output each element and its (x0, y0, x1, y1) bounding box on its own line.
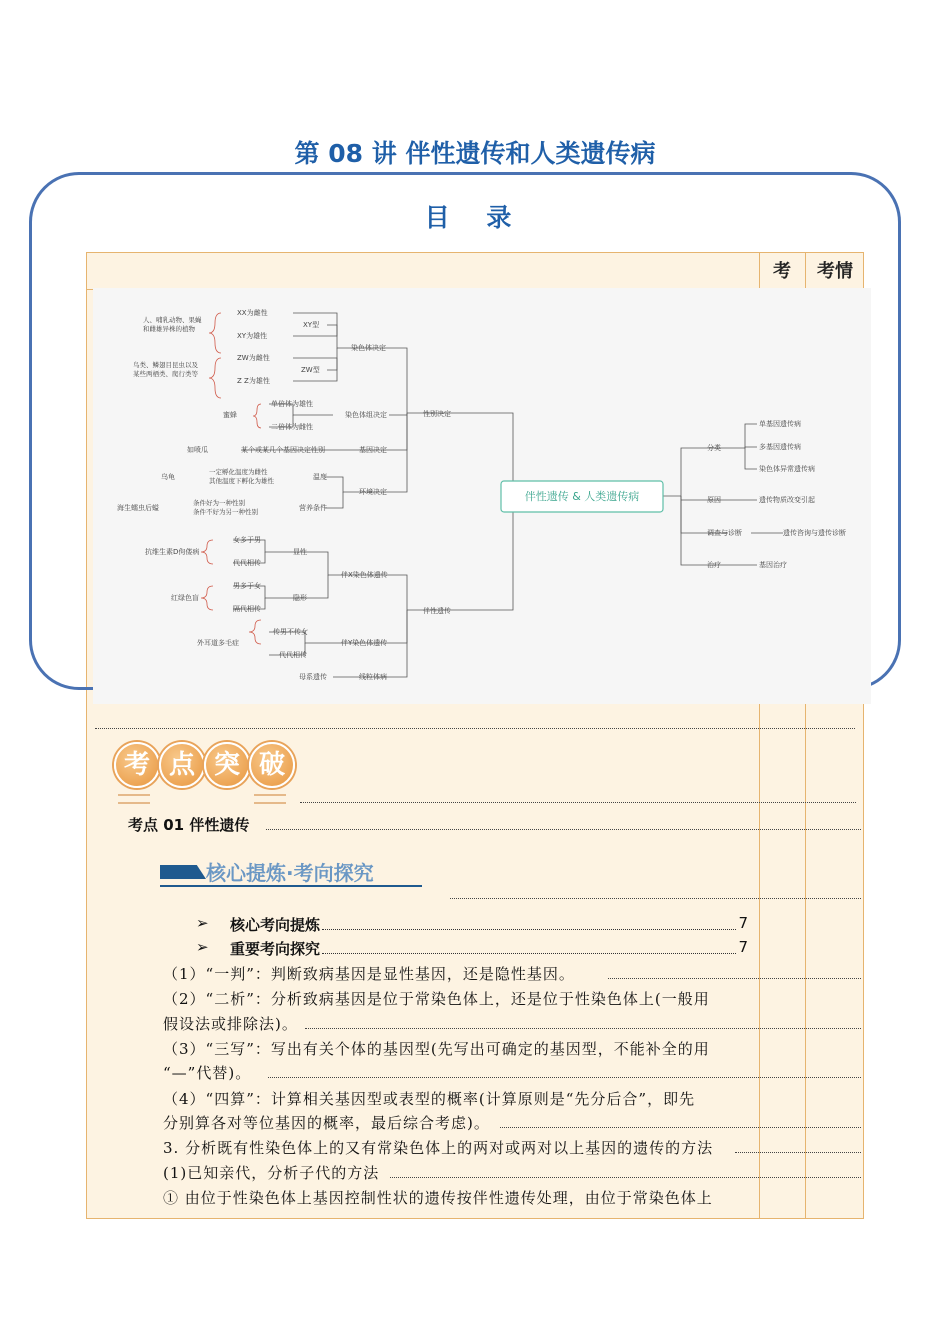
mm-node: 某个或某几个基因决定性别 (241, 446, 325, 454)
mm-node: 染色体组决定 (345, 411, 387, 419)
body-line: 假设法或排除法)。 (163, 1015, 298, 1033)
body-line: “—”代替)。 (163, 1064, 252, 1082)
mm-node: 伴Y染色体遗传 (341, 639, 388, 647)
mm-node: 二倍体为雌性 (271, 423, 313, 431)
header-kaoqing: 考情 (817, 261, 853, 282)
core-banner (160, 857, 422, 887)
mm-node: 单倍体为雄性 (271, 400, 313, 408)
arrow-icon: ➢ (196, 914, 209, 932)
dotted-leader (322, 914, 736, 930)
dotted-leader (95, 728, 855, 729)
mm-node: XY型 (303, 321, 320, 329)
mm-node: 外耳道多毛症 (197, 639, 239, 647)
mm-node: 隔代相传 (233, 605, 261, 613)
mm-node: 多基因遗传病 (759, 443, 801, 451)
mm-node-line: 某些两栖类、爬行类等 (133, 370, 198, 378)
mind-map (93, 288, 871, 704)
dotted-leader (268, 1077, 861, 1078)
mm-node (143, 315, 202, 333)
mm-node: 营养条件 (299, 504, 327, 512)
mm-node: 代代相传 (279, 651, 307, 659)
header-kao: 考 (773, 261, 791, 282)
mm-node: 蜜蜂 (223, 411, 237, 419)
mm-node: ZW型 (301, 366, 320, 374)
mm-node: 红绿色盲 (171, 594, 199, 602)
dotted-leader (390, 1177, 861, 1178)
dotted-leader (450, 898, 861, 899)
dotted-leader (500, 1127, 861, 1128)
mm-node: XX为雌性 (237, 309, 268, 317)
mm-node: 伴X染色体遗传 (341, 571, 388, 579)
dotted-leader (608, 978, 861, 979)
kaodian-heading: 考点 01 伴性遗传 (128, 816, 250, 834)
mm-node-line: 一定孵化温度为雌性 (209, 468, 268, 476)
mm-node: 男多于女 (233, 582, 261, 590)
toc-item-page: 7 (738, 914, 748, 932)
toc-item-label: 核心考向提炼 (230, 916, 321, 934)
mm-node: 海生蠕虫后螠 (117, 504, 159, 512)
mm-node: 温度 (313, 473, 327, 481)
mm-node: 乌龟 (161, 473, 175, 481)
dotted-leader (300, 802, 856, 803)
mm-node-line: 鸟类、鳞翅目昆虫以及 (133, 361, 198, 369)
toc-item-label: 重要考向探究 (230, 940, 321, 958)
body-line: ① 由位于性染色体上基因控制性状的遗传按伴性遗传处理，由位于常染色体上 (163, 1189, 713, 1207)
body-line: （2）“二析”：分析致病基因是位于常染色体上，还是位于性染色体上(一般用 (163, 990, 710, 1008)
mm-node: 基因治疗 (759, 561, 787, 569)
toc-item[interactable] (196, 914, 748, 935)
mm-node-line: 条件不好为另一种性别 (193, 508, 258, 516)
badge-char: 考 (114, 742, 160, 788)
badge-char: 点 (159, 742, 205, 788)
mm-node-line: 和雌雄异株的植物 (143, 325, 195, 333)
body-line: 分别算各对等位基因的概率，最后综合考虑)。 (163, 1114, 490, 1132)
mm-node: 治疗 (707, 561, 721, 569)
mm-node: ZW为雌性 (237, 354, 270, 362)
dotted-leader (305, 1028, 861, 1029)
mm-node: 调查与诊断 (707, 529, 742, 537)
dotted-leader (322, 938, 736, 954)
mm-node (193, 498, 259, 516)
toc-item[interactable] (196, 938, 748, 959)
arrow-icon: ➢ (196, 938, 209, 956)
body-line: （4）“四算”：计算相关基因型或表型的概率(计算原则是“先分后合”，即先 (163, 1090, 696, 1108)
mm-node: Z Z为雄性 (237, 377, 270, 385)
mm-node: 隐形 (293, 594, 307, 602)
mm-node: 显性 (293, 548, 307, 556)
mm-node-line: 条件好为一种性别 (193, 499, 245, 507)
mm-node: 女多于男 (233, 536, 261, 544)
mm-node: 分类 (707, 444, 721, 452)
mm-node: 抗维生素D佝偻病 (145, 548, 200, 556)
mm-node: 如喷瓜 (187, 446, 208, 454)
mm-node: 环境决定 (359, 488, 387, 496)
mm-node: 性别决定 (423, 410, 451, 418)
dotted-leader (735, 1152, 861, 1153)
mm-node-line: 其他温度下孵化为雄性 (209, 477, 274, 485)
mm-node: 单基因遗传病 (759, 420, 801, 428)
mm-node: XY为雄性 (237, 332, 268, 340)
mm-node: 代代相传 (233, 559, 261, 567)
mm-node: 传男不传女 (273, 628, 308, 636)
core-banner-text: 核心提炼·考向探究 (206, 861, 374, 885)
dotted-leader (266, 829, 861, 830)
mm-node: 遗传物质改变引起 (759, 496, 815, 504)
mm-node: 原因 (707, 496, 721, 504)
badge-char: 突 (204, 742, 250, 788)
body-line: 3. 分析既有性染色体上的又有常染色体上的两对或两对以上基因的遗传的方法 (163, 1139, 714, 1157)
body-line: （3）“三写”：写出有关个体的基因型(先写出可确定的基因型，不能补全的用 (163, 1040, 710, 1058)
toc-heading: 目 录 (424, 203, 526, 232)
badge-underline (118, 794, 150, 804)
mm-node: 伴性遗传 (423, 607, 451, 615)
mm-node (209, 467, 275, 485)
mm-node: 染色体决定 (351, 344, 386, 352)
banner-shape (160, 865, 206, 879)
document-title: 第 08 讲 伴性遗传和人类遗传病 (294, 139, 656, 168)
mm-node: 遗传咨询与遗传诊断 (783, 529, 846, 537)
toc-item-page: 7 (738, 938, 748, 956)
banner-underline (160, 885, 422, 887)
mm-node: 线粒体病 (359, 673, 387, 681)
body-line: （1）“一判”：判断致病基因是显性基因，还是隐性基因。 (163, 965, 575, 983)
badge-char: 破 (249, 742, 295, 788)
body-line: (1)已知亲代，分析子代的方法 (163, 1164, 380, 1182)
mm-node (133, 360, 199, 378)
mm-node-line: 人、哺乳动物、果蝇 (143, 316, 202, 324)
mm-node: 母系遗传 (299, 673, 327, 681)
mindmap-center: 伴性遗传 & 人类遗传病 (524, 490, 640, 503)
badge-underline (254, 794, 286, 804)
mm-node: 染色体异常遗传病 (759, 465, 815, 473)
mm-node: 基因决定 (359, 446, 387, 454)
